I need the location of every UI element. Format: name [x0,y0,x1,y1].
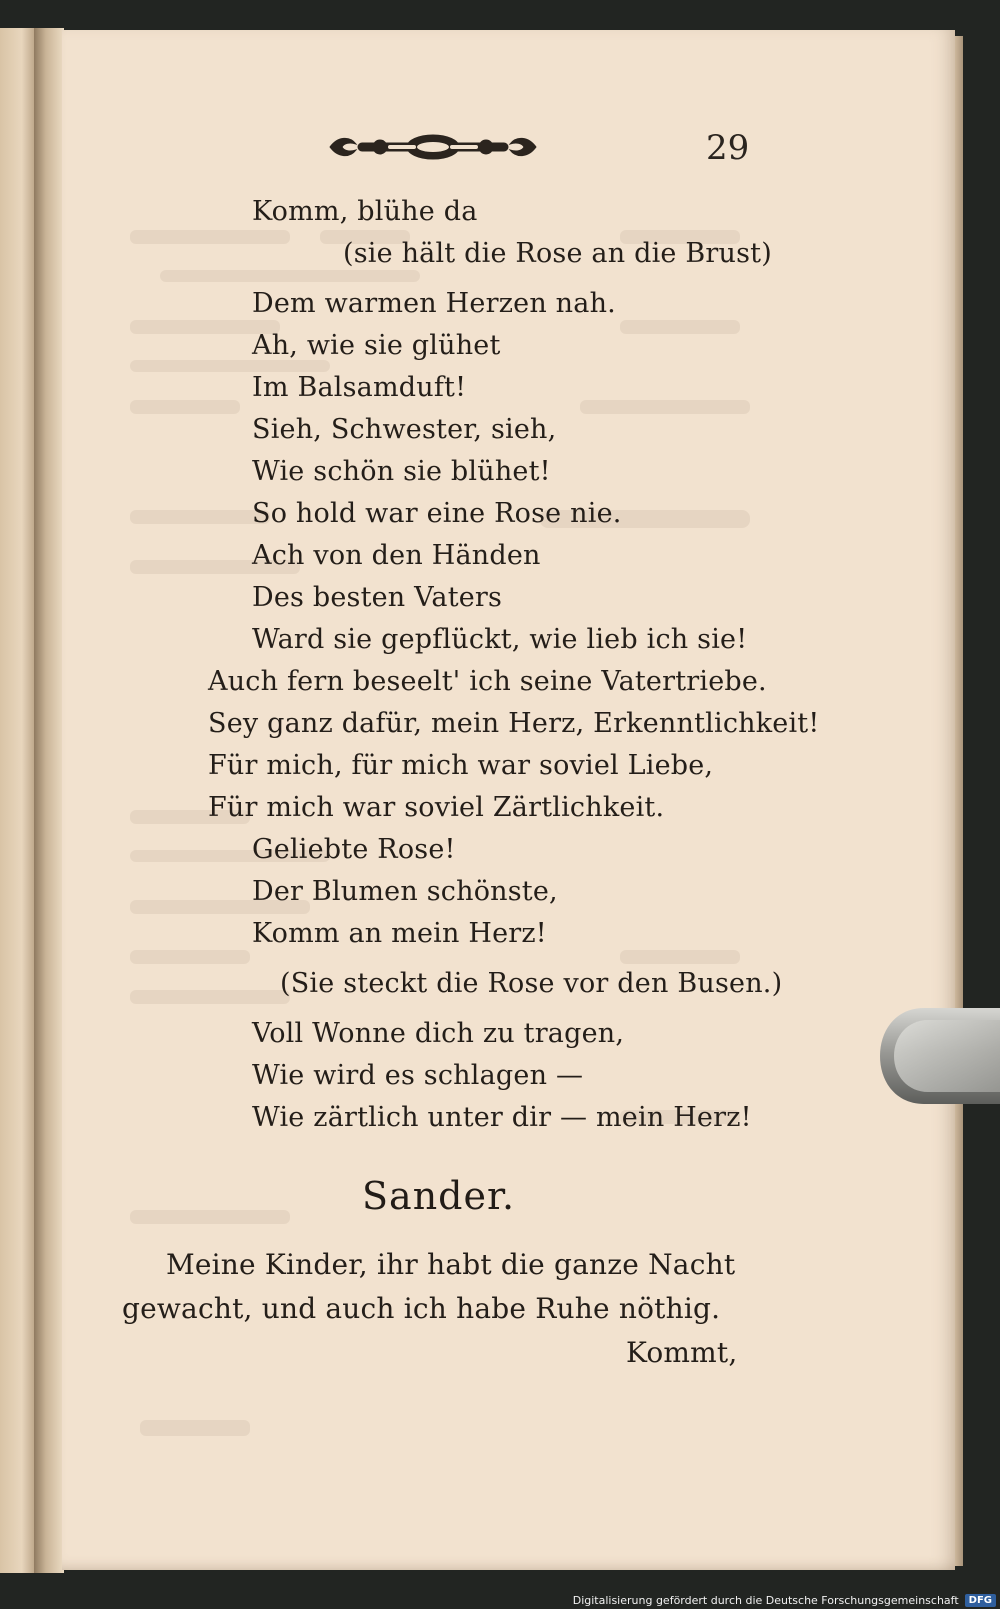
dfg-logo: DFG [965,1594,996,1607]
verse-line: Sey ganz dafür, mein Herz, Erkenntlichkeit! [208,708,820,739]
page-clip-icon [876,1004,1000,1108]
verse-line: Im Balsamduft! [252,372,467,403]
verse-line: Geliebte Rose! [252,834,456,865]
catchword: Kommt, [626,1336,738,1369]
ornament-headpiece-icon [328,130,538,164]
verse-line: Dem warmen Herzen nah. [252,288,616,319]
verse-line: Wie wird es schlagen — [252,1060,584,1091]
verse-line: Für mich, für mich war soviel Liebe, [208,750,714,781]
stage-direction: (sie hält die Rose an die Brust) [343,238,772,269]
verse-line: Ah, wie sie glühet [252,330,501,361]
facing-page-edge [0,28,36,1573]
book-gutter [34,28,64,1573]
verse-line: Voll Wonne dich zu tragen, [252,1018,625,1049]
verse-line: Auch fern beseelt' ich seine Vatertriebe. [208,666,767,697]
verse-line: Wie zärtlich unter dir — mein Herz! [252,1102,752,1133]
page-edge [955,36,963,1566]
stage-direction: (Sie steckt die Rose vor den Busen.) [280,968,783,999]
prose-line: Meine Kinder, ihr habt die ganze Nacht [166,1248,736,1281]
verse-line: Komm, blühe da [252,196,478,227]
verse-line: Der Blumen schönste, [252,876,558,907]
verse-line: Komm an mein Herz! [252,918,547,949]
credit-text: Digitalisierung gefördert durch die Deutsche Forschungsgemeinschaft [572,1594,959,1607]
verse-line: Sieh, Schwester, sieh, [252,414,557,445]
digitization-credit [573,1594,996,1607]
verse-line: Für mich war soviel Zärtlichkeit. [208,792,665,823]
verse-line: Ach von den Händen [252,540,541,571]
verse-line: Ward sie gepflückt, wie lieb ich sie! [252,624,748,655]
page-number: 29 [706,128,750,168]
verse-line: Des besten Vaters [252,582,503,613]
verse-line: So hold war eine Rose nie. [252,498,622,529]
prose-line: gewacht, und auch ich habe Ruhe nöthig. [122,1292,721,1325]
speaker-name: Sander. [362,1174,516,1218]
verse-line: Wie schön sie blühet! [252,456,551,487]
